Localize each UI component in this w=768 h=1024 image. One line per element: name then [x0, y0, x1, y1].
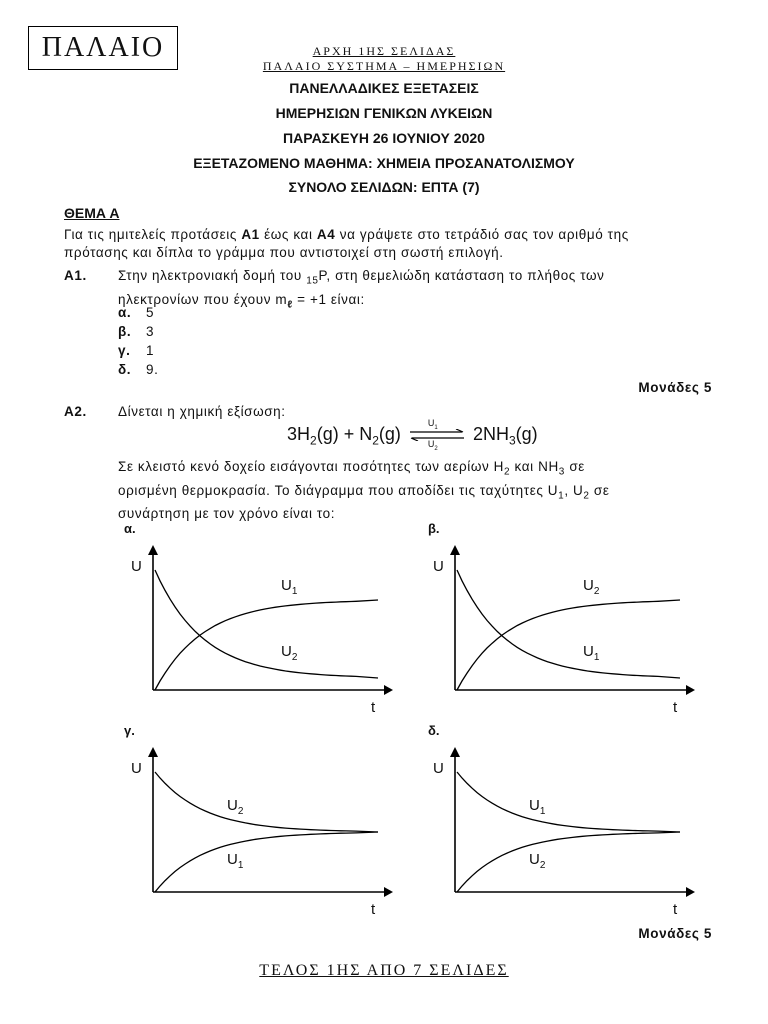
y-axis-arrow: [450, 545, 460, 555]
x-axis-label: t: [673, 901, 678, 918]
exam-date: ΠΑΡΑΣΚΕΥΗ 26 ΙΟΥΝΙΟΥ 2020: [283, 130, 485, 146]
a2-para-text: σε: [589, 482, 610, 498]
eq-sub: 3: [508, 433, 516, 448]
eq-sub: 2: [372, 433, 379, 448]
a2-para-sub: 2: [504, 466, 511, 478]
a2-para-sub: 3: [558, 466, 565, 478]
option-letter: α.: [118, 305, 132, 320]
a1-ell: ℓ: [287, 299, 293, 311]
x-axis-label: t: [673, 699, 678, 716]
school-type: ΗΜΕΡΗΣΙΩΝ ΓΕΝΙΚΩΝ ΛΥΚΕΙΩΝ: [275, 105, 493, 121]
a2-para-sub: 2: [583, 490, 590, 502]
a1-text-1: Στην ηλεκτρονιακή δομή του: [118, 268, 307, 283]
page-count: ΣΥΝΟΛΟ ΣΕΛΙΔΩΝ: ΕΠΤΑ (7): [288, 179, 480, 195]
y-axis-arrow: [148, 545, 158, 555]
rate-curve-u2: [155, 772, 378, 832]
x-axis-label: t: [371, 901, 376, 918]
eq-right-1: 2NH: [472, 424, 509, 444]
eq-left-2: (g) + N: [316, 424, 373, 444]
intro-text-1: Για τις ημιτελείς προτάσεις: [64, 227, 242, 242]
a1-marks: Μονάδες 5: [638, 380, 712, 395]
a2-para-text: συνάρτηση με τον χρόνο είναι το:: [118, 506, 336, 522]
series-label-u2: $U_2$: [529, 851, 546, 871]
question-a2-number: Α2.: [64, 404, 87, 419]
x-axis-arrow: [384, 887, 393, 897]
a1-atomic-number: 15: [306, 275, 319, 287]
a1-line2-2: = +1 είναι:: [292, 291, 365, 307]
question-a2-text: Δίνεται η χημική εξίσωση:: [118, 404, 286, 419]
exam-subject: ΕΞΕΤΑΖΟΜΕΝΟ ΜΑΘΗΜΑ: ΧΗΜΕΙΑ ΠΡΟΣΑΝΑΤΟΛΙΣΜΟΥ: [193, 155, 575, 171]
option-letter: γ.: [118, 343, 131, 358]
a2-para-text: ορισμένη θερμοκρασία. Το διάγραμμα που αποδίδει τις ταχύτητες U: [118, 482, 559, 498]
intro-a4: Α4: [316, 227, 336, 242]
chart-label: α.: [124, 521, 136, 536]
rate-curve-u1: [155, 832, 378, 892]
chart-label: β.: [428, 521, 440, 536]
intro-text-3: να γράψετε στο τετράδιό σας τον αριθμό της: [335, 227, 629, 242]
rate-curve-u1: [457, 772, 680, 832]
a2-para-text: Σε κλειστό κενό δοχείο εισάγονται ποσότητες των αερίων H: [118, 459, 505, 474]
y-axis-label: U: [131, 558, 142, 575]
series-label-u1: $U_1$: [529, 797, 546, 817]
rate-curve-u1: [457, 570, 680, 678]
a2-para-text: σε: [564, 459, 585, 474]
series-label-u2: $U_2$: [281, 643, 298, 663]
intro-line-2: πρότασης και δίπλα το γράμμα που αντιστοιχεί στη σωστή επιλογή.: [64, 245, 504, 260]
chart-label: δ.: [428, 723, 440, 738]
option-value: 1: [146, 343, 155, 358]
series-label-u1: $U_1$: [583, 643, 600, 663]
y-axis-label: U: [433, 558, 444, 575]
option-letter: δ.: [118, 362, 132, 377]
series-label-u1: $U_1$: [281, 577, 298, 597]
exam-title: ΠΑΝΕΛΛΑΔΙΚΕΣ ΕΞΕΤΑΣΕΙΣ: [289, 80, 479, 96]
x-axis-arrow: [686, 685, 695, 695]
series-label-u2: $U_2$: [227, 797, 244, 817]
a2-para-text: και NH: [510, 459, 559, 474]
series-label-u2: $U_2$: [583, 577, 600, 597]
option-value: 3: [146, 324, 155, 339]
page-footer: ΤΕΛΟΣ 1ΗΣ ΑΠΟ 7 ΣΕΛΙΔΕΣ: [259, 962, 509, 979]
intro-a1: Α1: [241, 227, 260, 242]
a2-para-sub: 1: [558, 490, 565, 502]
section-title: ΘΕΜΑ Α: [64, 205, 120, 221]
y-axis-arrow: [450, 747, 460, 757]
a2-para-text: , U: [564, 482, 584, 498]
option-letter: β.: [118, 324, 132, 339]
series-label-u1: $U_1$: [227, 851, 244, 871]
y-axis-label: U: [433, 760, 444, 777]
old-system-stamp: ΠΑΛΑΙΟ: [28, 26, 178, 70]
a1-line2-1: ηλεκτρονίων που έχουν m: [118, 291, 288, 307]
y-axis-arrow: [148, 747, 158, 757]
a2-marks: Μονάδες 5: [638, 926, 712, 941]
option-value: 5: [146, 305, 155, 320]
system-label: ΠΑΛΑΙΟ ΣΥΣΤΗΜΑ – ΗΜΕΡΗΣΙΩΝ: [262, 59, 506, 73]
x-axis-arrow: [686, 887, 695, 897]
rate-curve-u2: [155, 570, 378, 678]
eq-left-3: (g): [378, 424, 401, 444]
y-axis-label: U: [131, 760, 142, 777]
arrow-bottom-label: $U_2$: [427, 439, 438, 453]
x-axis-arrow: [384, 685, 393, 695]
question-a1-number: Α1.: [64, 268, 87, 283]
a1-text-2: P, στη θεμελιώδη κατάσταση το πλήθος των: [318, 268, 605, 283]
chart-label: γ.: [124, 723, 135, 738]
arrow-top-label: $U_1$: [427, 418, 438, 432]
intro-text-2: έως και: [259, 227, 317, 242]
eq-right-2: (g): [515, 424, 538, 444]
rate-curve-u2: [457, 832, 680, 892]
eq-sub: 2: [310, 433, 317, 448]
eq-left-1: 3H: [287, 424, 311, 444]
x-axis-label: t: [371, 699, 376, 716]
page-start-label: ΑΡΧΗ 1ΗΣ ΣΕΛΙΔΑΣ: [312, 44, 456, 58]
option-value: 9.: [146, 362, 159, 377]
